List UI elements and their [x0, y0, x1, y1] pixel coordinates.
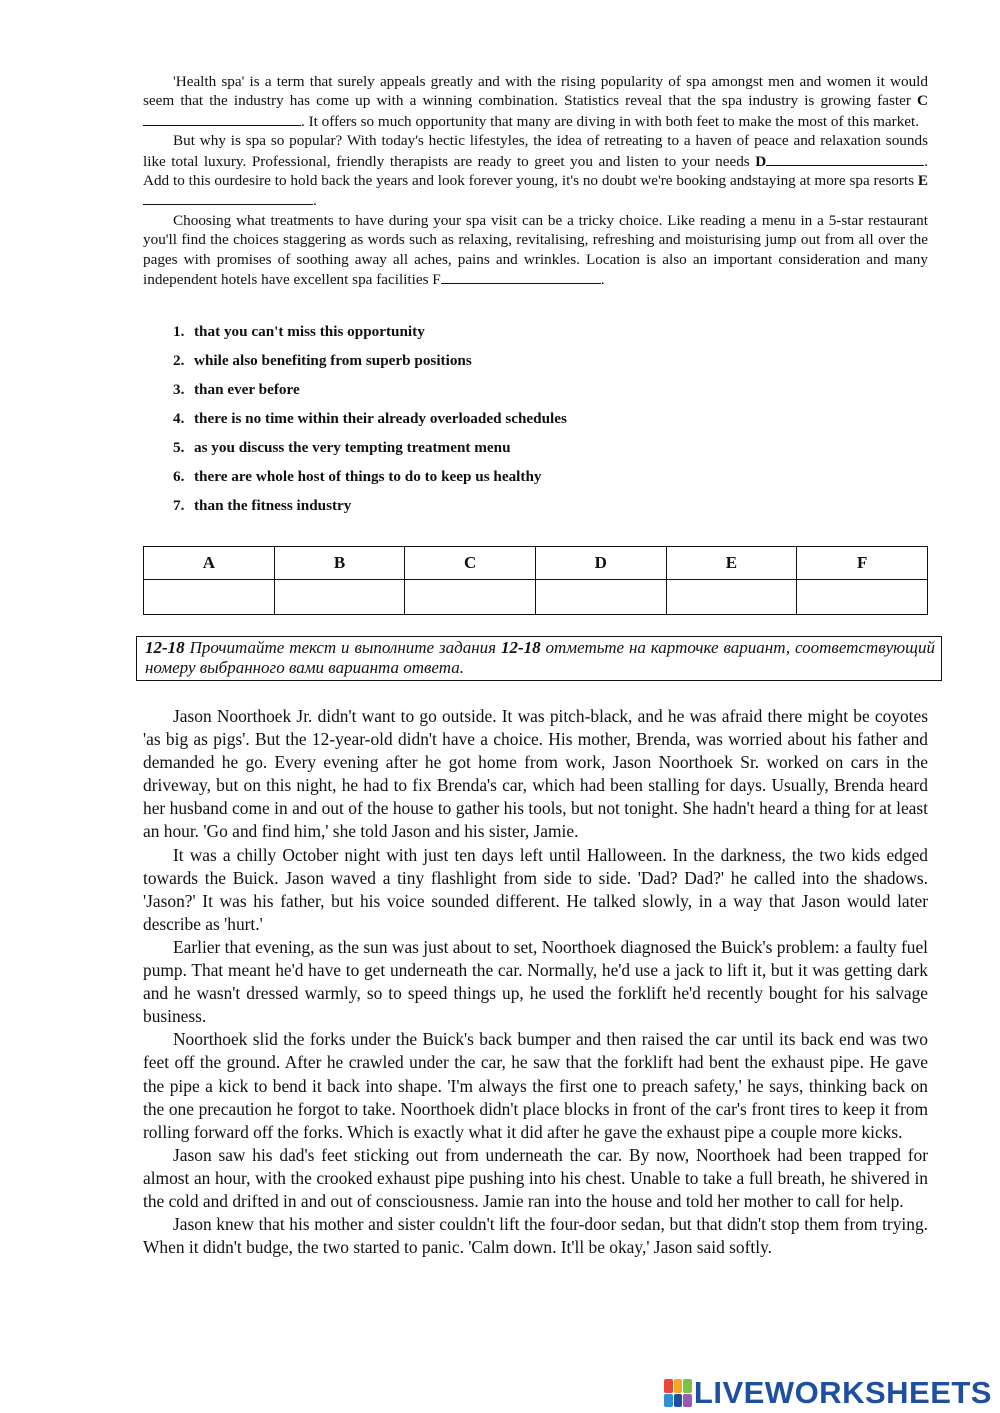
spa-text [143, 72, 928, 289]
gap-letter-d: D [755, 152, 767, 170]
option-item: 3. than ever before [173, 381, 300, 398]
answer-gap-d[interactable] [766, 151, 924, 166]
spa-paragraph-2: But why is spa so popular? With today's hectic lifestyles, the idea of retreating to a haven of peace and relaxation sounds like total luxury. Professional, friendly therapists are ready to greet you and listen to your needs D . Add to this ourdesire to hold back the years and look forever young, it's no doubt we're booking andstaying at more spa resorts E. [143, 132, 928, 210]
option-item: 5. as you discuss the very tempting treatment menu [173, 439, 511, 456]
answer-cell-f[interactable] [797, 580, 928, 615]
answer-header-d: D [535, 547, 666, 580]
story-text [143, 705, 928, 1259]
story-paragraph: Jason saw his dad's feet sticking out from underneath the car. By now, Noorthoek had been trapped for almost an hour, with the crooked exhaust pipe pushing into his chest. Unable to take a full breath, he shivered in the cold and drifted in and out of consciousness. Jamie ran into the house and told her mother to call for help. [143, 1144, 928, 1211]
story-paragraph: It was a chilly October night with just ten days left until Halloween. In the darkness, the two kids edged towards the Buick. Jason waved a tiny flashlight from side to side. 'Dad? Dad?' he called into the shadows. 'Jason?' It was his father, but his voice sounded different. He talked slowly, in a way that Jason would later describe as 'hurt.' [143, 844, 928, 934]
answer-table [143, 546, 928, 615]
liveworksheets-logo [664, 1377, 992, 1409]
answer-header-a: A [144, 547, 275, 580]
answer-gap-f[interactable] [441, 269, 601, 284]
option-item: 7. than the fitness industry [173, 497, 352, 514]
story-paragraph: Noorthoek slid the forks under the Buick's back bumper and then raised the car until its back end was two feet off the ground. After he crawled under the car, he saw that the forklift had bent the exhaust pipe. He gave the pipe a kick to bend it back into shape. 'I'm always the first one to preach safety,' he says, thinking back on the one precaution he forgot to take. Noorthoek didn't place blocks in front of the car's front tires to keep it from rolling forward off the forks. Which is exactly what it did after he gave the exhaust pipe a couple more kicks. [143, 1029, 928, 1142]
answer-header-c: C [405, 547, 536, 580]
story-paragraph: Jason Noorthoek Jr. didn't want to go outside. It was pitch-black, and he was afraid there might be coyotes 'as big as pigs'. But the 12-year-old didn't have a choice. His mother, Brenda, was worried about his father and demanded he go. Every evening after he got home from work, Jason Noorthoek Sr. worked on cars in the driveway, but on this night, he had to fix Brenda's car, which had been stalling for days. Usually, Brenda heard her husband come in and out of the house to gather his tools, but not tonight. She hadn't heard a thing for at least an hour. 'Go and find him,' she told Jason and his sister, Jamie. [143, 706, 928, 842]
story-paragraph: Earlier that evening, as the sun was just about to set, Noorthoek diagnosed the Buick's problem: a faulty fuel pump. That meant he'd have to get underneath the car. Normally, he'd use a jack to lift it, but it was getting dark and he wasn't dressed warmly, so to speed things up, he used the forklift he'd recently bought for his salvage business. [143, 936, 928, 1027]
answer-header-b: B [274, 547, 405, 580]
logo-square [674, 1394, 683, 1408]
answer-cell-e[interactable] [666, 580, 797, 615]
options-list [173, 322, 567, 525]
logo-square [664, 1379, 673, 1393]
option-item: 6. there are whole host of things to do to keep us healthy [173, 468, 542, 485]
brand-name: LIVEWORKSHEETS [693, 1375, 992, 1410]
answer-cell-b[interactable] [274, 580, 405, 615]
gap-letter-c: C [917, 92, 928, 110]
option-item: 2. while also benefiting from superb positions [173, 352, 472, 369]
option-item: 1. that you can't miss this opportunity [173, 323, 425, 340]
logo-icon [664, 1379, 692, 1407]
gap-letter-e: E [917, 172, 928, 190]
answer-table-input-row [144, 580, 928, 615]
answer-header-f: F [797, 547, 928, 580]
answer-header-e: E [666, 547, 797, 580]
answer-cell-d[interactable] [535, 580, 666, 615]
logo-square [683, 1379, 692, 1393]
answer-cell-a[interactable] [144, 580, 275, 615]
answer-gap-c[interactable] [143, 111, 301, 126]
instruction-box: 12-18 Прочитайте текст и выполните задания 12-18 отметьте на карточке вариант, соответствующий номеру выбранного вами варианта ответа. [136, 636, 942, 681]
spa-paragraph-1: 'Health spa' is a term that surely appeals greatly and with the rising popularity of spa amongst men and women it would seem that the industry has come up with a winning combination. Statistics reveal that the spa industry is growing faster C. It offers so much opportunity that many are diving in with both feet to make the most of this market. [143, 73, 928, 130]
story-paragraph: Jason knew that his mother and sister couldn't lift the four-door sedan, but that didn't stop them from trying. When it didn't budge, the two started to panic. 'Calm down. It'll be okay,' Jason said softly. [143, 1214, 928, 1258]
option-item: 4. there is no time within their already overloaded schedules [173, 410, 567, 427]
answer-gap-e[interactable] [143, 190, 313, 205]
logo-square [683, 1394, 692, 1408]
answer-cell-c[interactable] [405, 580, 536, 615]
spa-paragraph-3: Choosing what treatments to have during your spa visit can be a tricky choice. Like reading a menu in a 5-star restaurant you'll find the choices staggering as words such as relaxing, revitalising, refreshing and moisturising jump out from all over the pages with promises of soothing away all aches, pains and wrinkles. Location is also an important consideration and many independent hotels have excellent spa facilities F . [143, 211, 928, 289]
logo-square [674, 1379, 683, 1393]
answer-table-header-row [144, 547, 928, 580]
logo-square [664, 1394, 673, 1408]
